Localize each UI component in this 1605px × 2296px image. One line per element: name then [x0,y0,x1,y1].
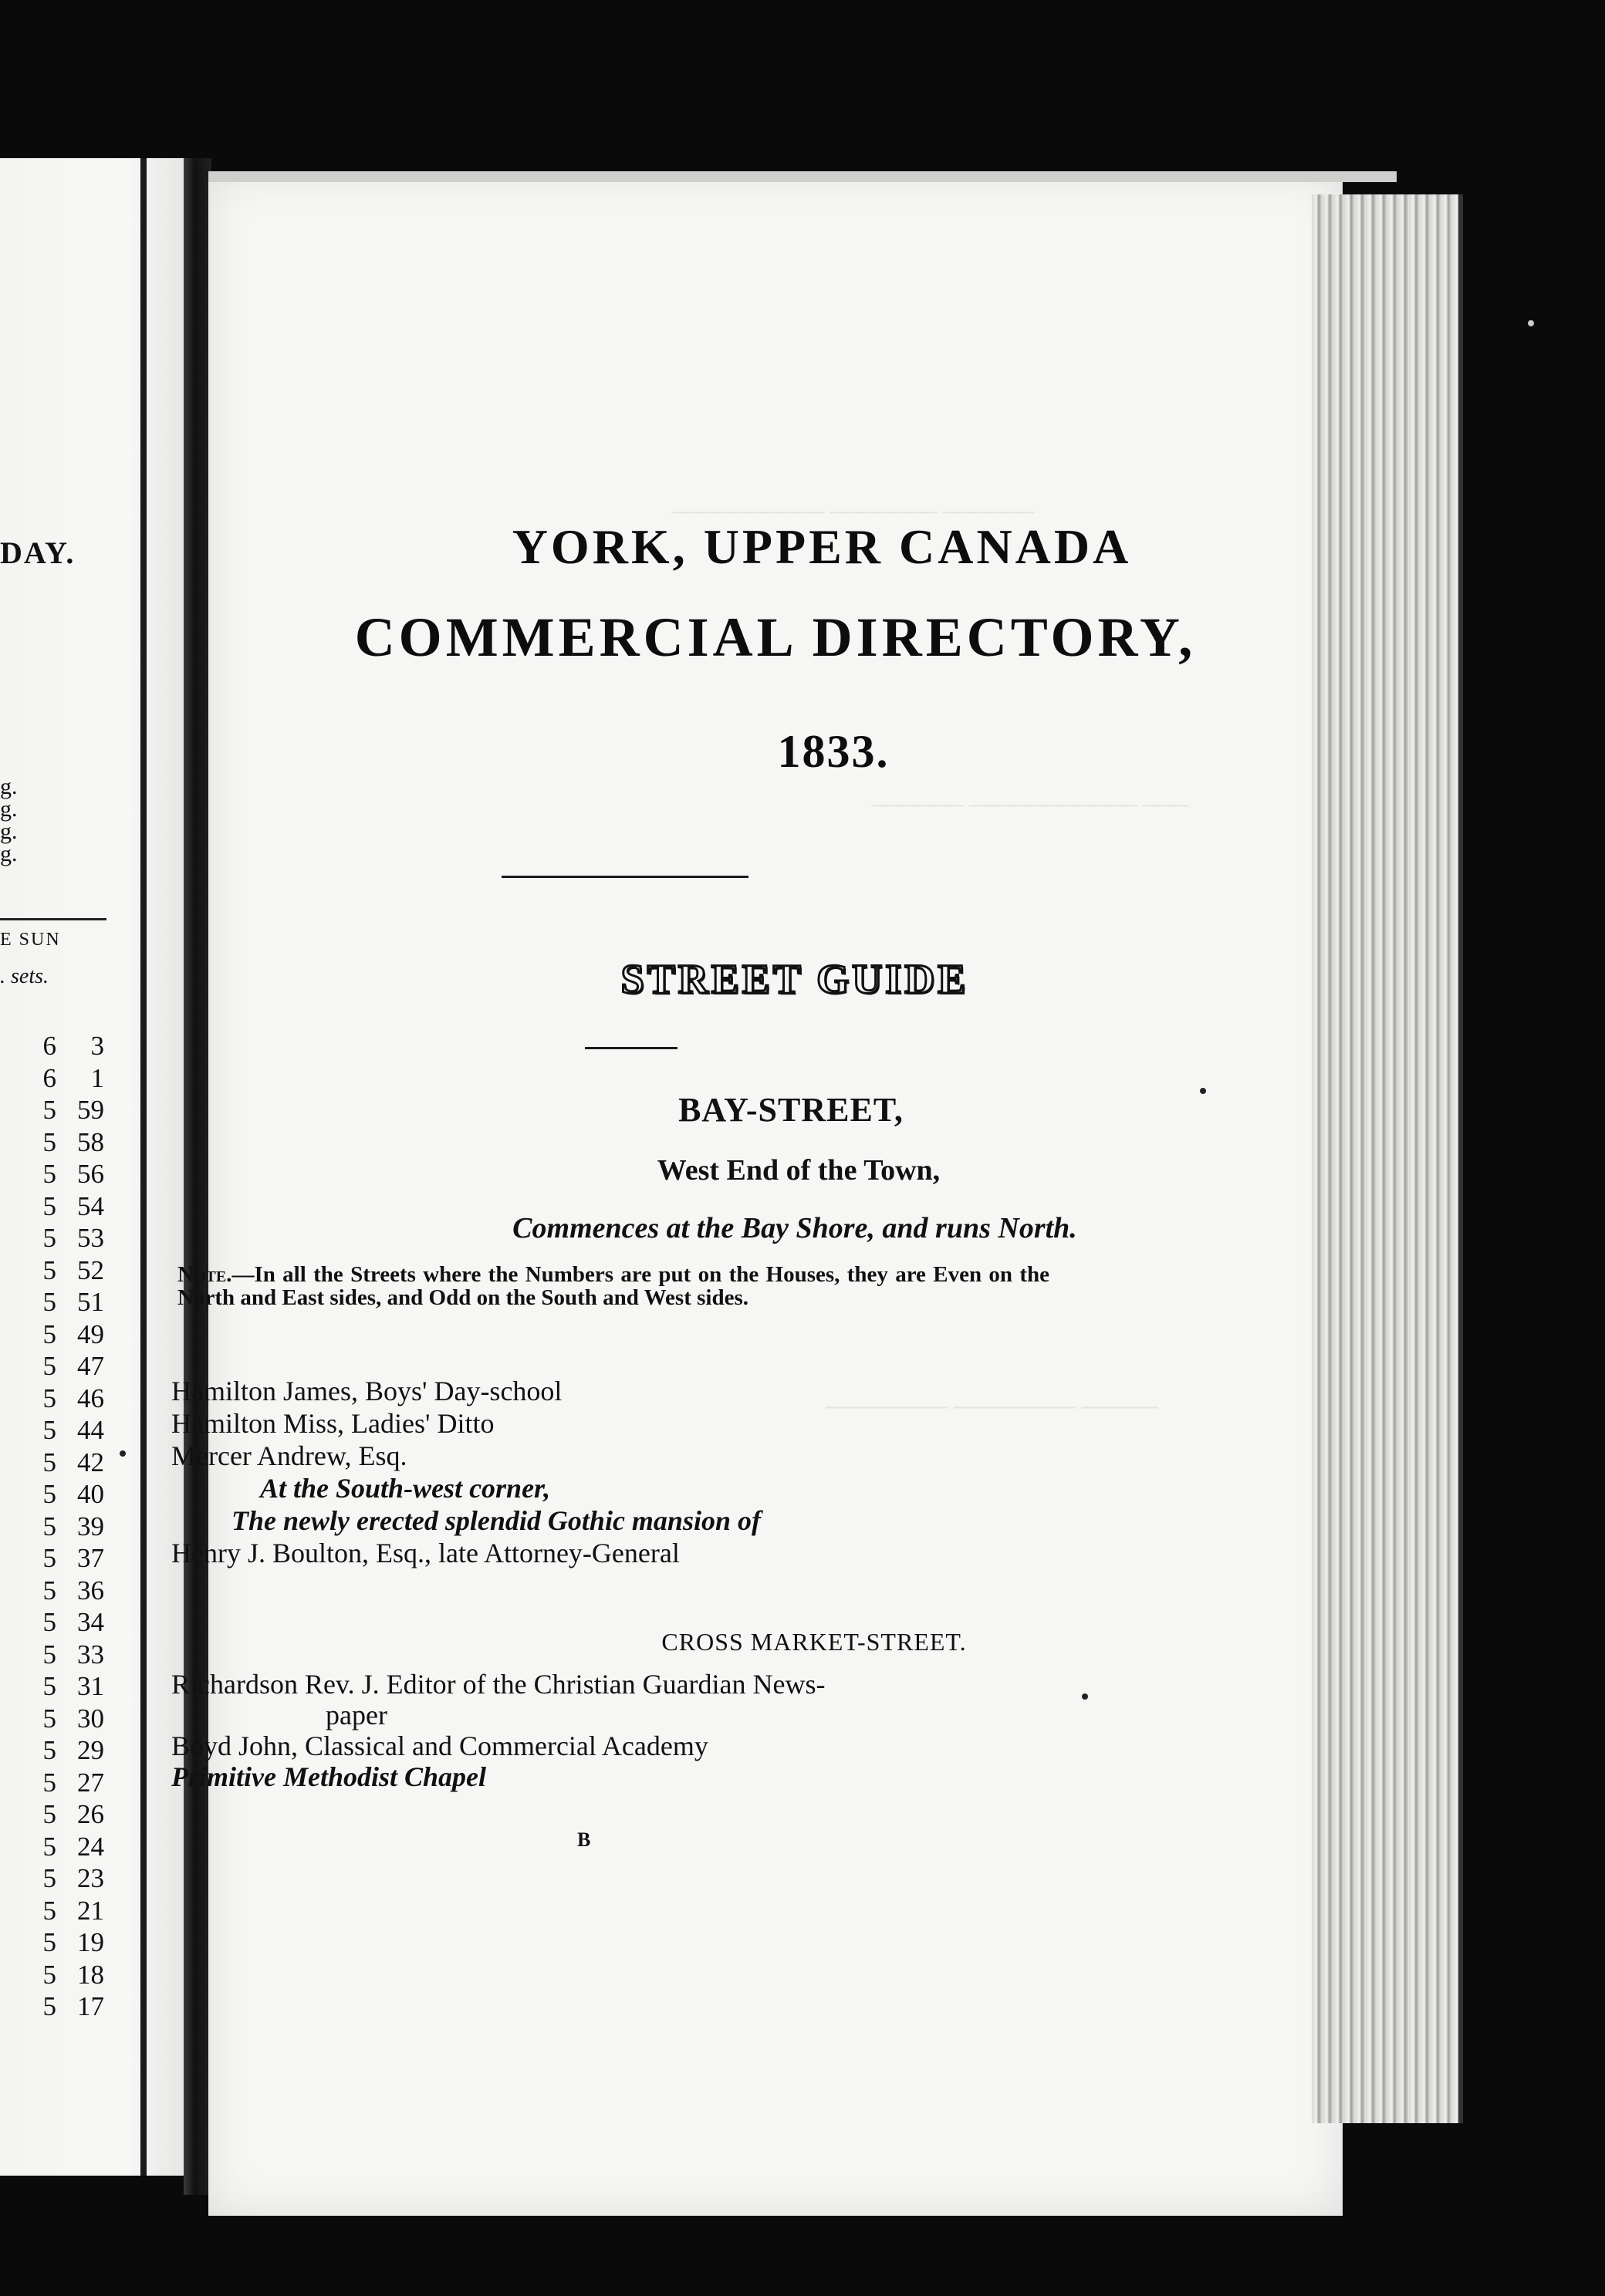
sun-set-row [0,1383,104,1415]
sun-set-minute: 39 [77,1511,104,1541]
directory-entry: Primitive Methodist Chapel [171,1761,487,1792]
street-location: West End of the Town, [657,1154,941,1187]
sun-set-minute: 21 [77,1895,104,1926]
directory-entry-continuation: paper [326,1700,387,1730]
sun-set-minute: 37 [77,1543,104,1573]
sun-set-row [0,1767,104,1799]
previous-page-mark: g. [0,796,18,822]
sun-set-hour: 5 [42,1735,56,1765]
sun-set-row [0,1670,104,1703]
title-line-2: COMMERCIAL DIRECTORY, [354,606,1197,668]
previous-page [0,158,184,2176]
cross-street-entries [171,1669,1097,1792]
sun-set-hour: 5 [42,1607,56,1637]
sun-set-hour: 5 [42,1159,56,1189]
sun-set-hour: 5 [42,1767,56,1798]
sun-set-row [0,1895,104,1927]
sun-set-row [0,1094,104,1126]
sun-set-hour: 5 [42,1863,56,1893]
sun-set-minute: 53 [77,1223,104,1253]
sun-set-row [0,1798,104,1831]
sun-set-hour: 5 [42,1351,56,1381]
sun-set-hour: 5 [42,1799,56,1829]
cross-street-heading: CROSS MARKET-STREET. [661,1628,967,1656]
sun-set-hour: 5 [42,1575,56,1606]
directory-entry: Richardson Rev. J. Editor of the Christian Guardian News- [171,1669,826,1700]
directory-entry: Boyd John, Classical and Commercial Academy [171,1730,708,1761]
left-page-margin-line [140,158,147,2176]
sun-column-header: E SUN [0,930,61,950]
sun-set-hour: 5 [42,1671,56,1701]
title-divider [502,876,748,878]
sun-set-row [0,1286,104,1319]
signature-mark: B [577,1828,591,1851]
sun-set-hour: 5 [42,1831,56,1862]
sun-set-minute: 23 [77,1863,104,1893]
section-divider [585,1047,677,1049]
sun-set-row [0,1478,104,1511]
sun-set-row [0,1862,104,1895]
previous-page-heading: DAY. [0,535,76,570]
sun-set-minute: 49 [77,1319,104,1349]
sun-set-hour: 5 [42,1319,56,1349]
sun-set-row [0,1126,104,1159]
sun-set-minute: 24 [77,1831,104,1862]
numbering-note [177,1263,1049,1309]
sun-set-row [0,1703,104,1735]
section-title: STREET GUIDE [620,956,969,1002]
dust-speck [1528,320,1534,326]
sun-set-minute: 47 [77,1351,104,1381]
note-text: —In all the Streets where the Numbers are put on the Houses, they are Even on the North and East sides, and Odd on the South and West sides. [177,1262,1049,1310]
directory-entry: Mercer Andrew, Esq. [171,1440,407,1471]
corner-note-owner: Henry J. Boulton, Esq., late Attorney-General [171,1538,680,1568]
title-year: 1833. [777,726,890,777]
sun-set-row [0,1575,104,1607]
sun-set-row [0,1542,104,1575]
sun-set-row [0,1190,104,1223]
sun-set-minute: 27 [77,1767,104,1798]
sun-set-minute: 26 [77,1799,104,1829]
sun-set-hour: 5 [42,1223,56,1253]
sun-set-hour: 5 [42,1543,56,1573]
sun-set-row [0,1254,104,1287]
sun-set-minute: 40 [77,1479,104,1509]
sun-set-minute: 58 [77,1126,104,1157]
sun-set-minute: 34 [77,1607,104,1637]
show-through-text: ────── ─────────── ─── [872,794,1189,818]
sun-set-hour: 5 [42,1703,56,1734]
previous-page-mark: g. [0,841,18,866]
sun-set-hour: 5 [42,1511,56,1541]
street-name: BAY-STREET, [678,1091,904,1129]
sun-set-minute: 36 [77,1575,104,1606]
sun-set-row [0,1062,104,1095]
dust-speck [1082,1693,1088,1700]
sun-set-row [0,1414,104,1447]
sun-set-hour: 5 [42,1895,56,1926]
previous-page-mark: g. [0,819,18,844]
sun-set-row [0,1734,104,1767]
sun-set-minute: 30 [77,1703,104,1734]
sun-set-minute: 52 [77,1254,104,1285]
sun-set-minute: 44 [77,1415,104,1445]
sun-set-row [0,1959,104,1991]
sun-set-minute: 17 [77,1991,104,2021]
sun-column-subheader: . sets. [0,964,49,988]
sun-set-minute: 59 [77,1095,104,1125]
previous-page-rule [0,918,106,920]
sun-set-hour: 5 [42,1126,56,1157]
sun-set-minute: 56 [77,1159,104,1189]
previous-page-marks [0,775,18,865]
page-top-edge [208,171,1397,182]
sun-sets-column [0,1030,104,2023]
dust-speck [1200,1088,1206,1094]
note-lead: Note. [177,1262,232,1287]
dust-speck [120,1450,126,1457]
sun-set-hour: 5 [42,1639,56,1670]
sun-set-hour: 5 [42,1287,56,1317]
directory-entry: Hamilton James, Boys' Day-school [171,1376,563,1406]
sun-set-row [0,1030,104,1062]
show-through-text: ──────── ──────── ───── [826,1396,1158,1420]
sun-set-hour: 5 [42,1447,56,1477]
sun-set-row [0,1990,104,2023]
sun-set-minute: 18 [77,1959,104,1990]
sun-set-hour: 5 [42,1927,56,1957]
sun-set-hour: 5 [42,1254,56,1285]
sun-set-minute: 31 [77,1671,104,1701]
sun-set-minute: 42 [77,1447,104,1477]
sun-set-row [0,1831,104,1863]
directory-page [208,171,1343,2216]
sun-set-minute: 33 [77,1639,104,1670]
corner-note-heading: At the South-west corner, [260,1473,551,1504]
previous-page-mark: g. [0,774,18,799]
directory-entry: Hamilton Miss, Ladies' Ditto [171,1408,495,1439]
sun-set-row [0,1350,104,1383]
sun-set-row [0,1158,104,1190]
sun-set-minute: 29 [77,1735,104,1765]
sun-set-hour: 6 [42,1031,56,1061]
sun-set-hour: 5 [42,1095,56,1125]
sun-set-hour: 5 [42,1190,56,1221]
sun-set-minute: 3 [90,1031,104,1061]
sun-set-row [0,1447,104,1479]
sun-set-hour: 6 [42,1062,56,1093]
sun-set-hour: 5 [42,1991,56,2021]
show-through-text: ────────── ─────── ────── [671,501,1035,525]
corner-note-text: The newly erected splendid Gothic mansion of [231,1505,761,1536]
book-gutter [184,158,211,2195]
sun-set-hour: 5 [42,1415,56,1445]
sun-set-hour: 5 [42,1479,56,1509]
street-extent: Commences at the Bay Shore, and runs North. [512,1212,1077,1244]
sun-set-row [0,1639,104,1671]
sun-set-minute: 51 [77,1287,104,1317]
title-line-1: YORK, UPPER CANADA [512,519,1132,574]
sun-set-minute: 46 [77,1383,104,1413]
sun-set-row [0,1319,104,1351]
sun-set-row [0,1222,104,1254]
sun-set-row [0,1511,104,1543]
sun-set-hour: 5 [42,1383,56,1413]
sun-set-hour: 5 [42,1959,56,1990]
sun-set-row [0,1926,104,1959]
sun-set-minute: 1 [90,1062,104,1093]
sun-set-minute: 54 [77,1190,104,1221]
sun-set-minute: 19 [77,1927,104,1957]
sun-set-row [0,1606,104,1639]
